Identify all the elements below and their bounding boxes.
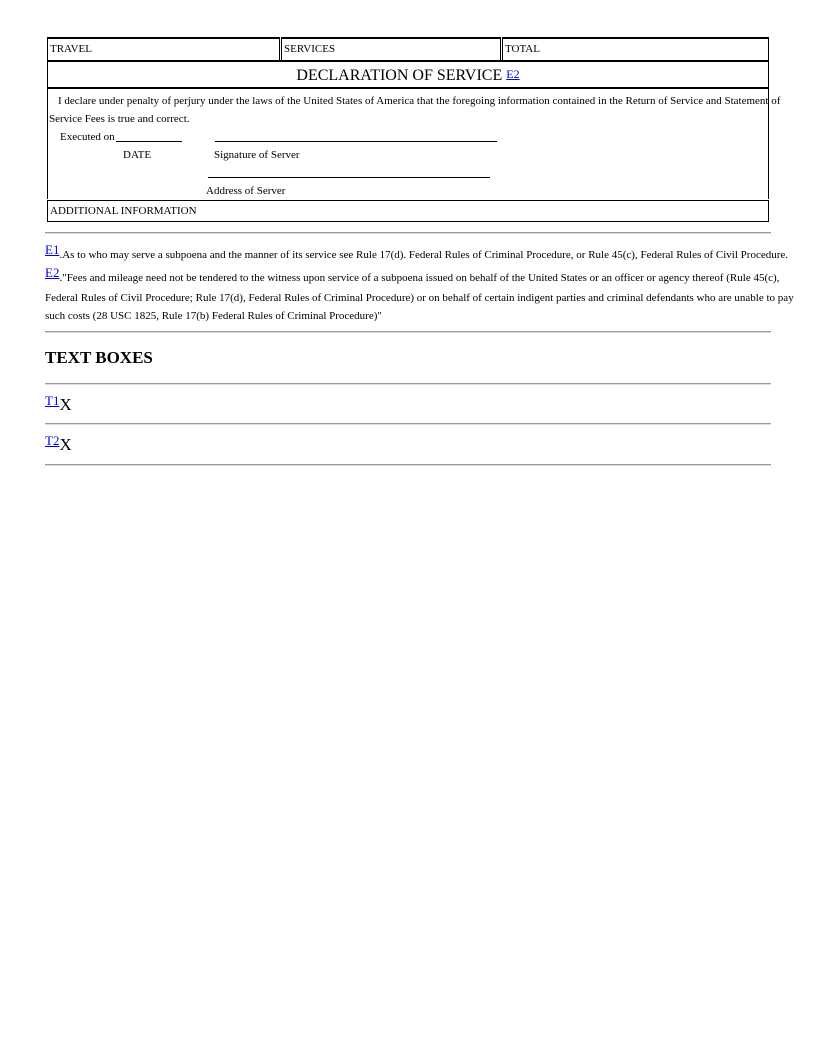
statement-line-1: I declare under penalty of perjury under the laws of the United States of America that the foregoing information contained in the Return of Service and Statement of: [58, 95, 781, 107]
text-box-t2-value: X: [59, 435, 72, 454]
total-cell: TOTAL: [502, 37, 769, 60]
divider: [45, 331, 771, 333]
signature-label: Signature of Server: [214, 149, 300, 161]
divider: [45, 232, 771, 234]
text-box-ref-t2[interactable]: T2: [45, 433, 60, 448]
signature-line[interactable]: [215, 141, 497, 142]
endnote-e2-text-1: ."Fees and mileage need not be tendered to the witness upon service of a subpoena issued on behalf of the United States or an officer or agency thereof (Rule 45(c),: [59, 272, 780, 284]
divider: [45, 464, 771, 466]
endnote-e2-text-2: Federal Rules of Civil Procedure; Rule 17(d), Federal Rules of Criminal Procedure) or on behalf of certain indigent parties and criminal defendants who are unable to pay: [45, 292, 794, 304]
address-label: Address of Server: [206, 185, 286, 197]
text-box-ref-t1[interactable]: T1: [45, 393, 60, 408]
endnote-ref-e1[interactable]: E1: [45, 242, 60, 257]
endnote-e2: [45, 265, 779, 284]
services-cell: SERVICES: [281, 37, 501, 60]
endnote-ref-e2[interactable]: E2: [45, 265, 60, 280]
statement-line-2: Service Fees is true and correct.: [49, 113, 190, 125]
text-boxes-heading: TEXT BOXES: [45, 348, 153, 367]
declaration-title: DECLARATION OF SERVICE: [296, 67, 503, 84]
endnote-link-e2[interactable]: E2: [506, 67, 520, 81]
date-label: DATE: [123, 149, 152, 161]
divider: [45, 423, 771, 425]
additional-info-cell: ADDITIONAL INFORMATION: [47, 200, 769, 222]
endnote-e1-text: .As to who may serve a subpoena and the manner of its service see Rule 17(d). Federal Rules of Criminal Procedure, or Rule 45(c), Federal Rules of Civil Procedure.: [59, 249, 789, 261]
endnote-e1: [45, 242, 788, 261]
executed-on-label: Executed on: [60, 131, 115, 143]
declaration-title-cell: [47, 60, 769, 87]
text-box-t1-value: X: [59, 395, 72, 414]
date-line[interactable]: [116, 141, 182, 142]
text-box-t1: [45, 393, 72, 415]
text-box-t2: [45, 433, 72, 455]
address-line[interactable]: [208, 177, 490, 178]
declaration-body: [47, 87, 781, 199]
endnote-e2-text-3: such costs (28 USC 1825, Rule 17(b) Federal Rules of Criminal Procedure)": [45, 310, 382, 322]
travel-cell: TRAVEL: [47, 37, 280, 60]
divider: [45, 383, 771, 385]
